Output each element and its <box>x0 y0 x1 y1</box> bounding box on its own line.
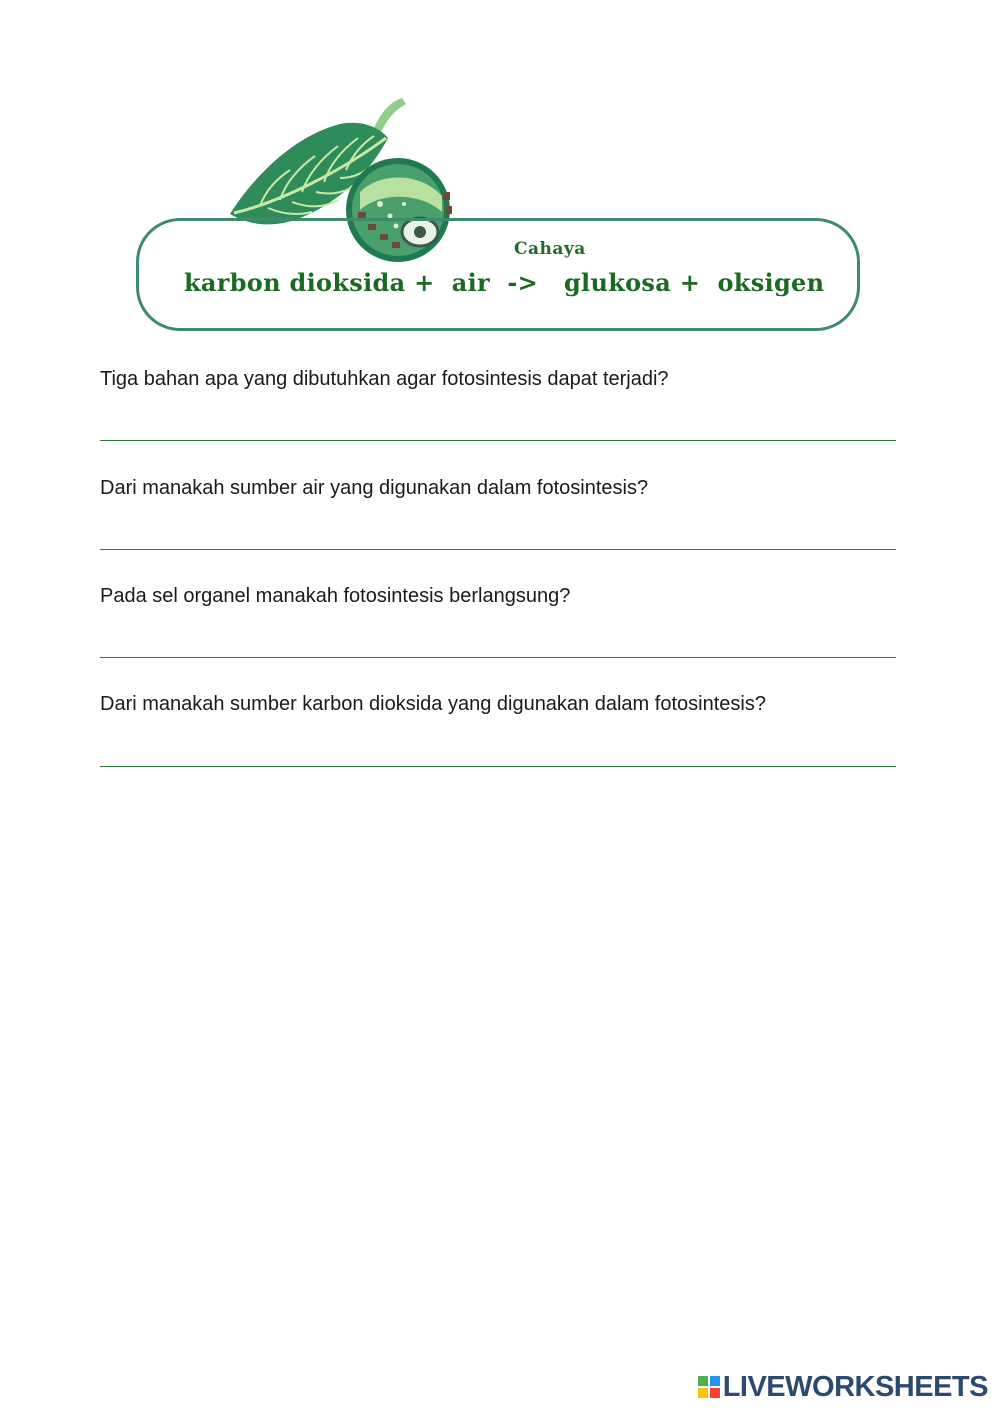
light-condition-label: Cahaya <box>514 239 586 259</box>
photosynthesis-equation: karbon dioksida + air -> glukosa + oksigen <box>184 268 825 297</box>
question-3: Pada sel organel manakah fotosintesis berlangsung? <box>100 585 571 607</box>
question-1: Tiga bahan apa yang dibutuhkan agar fotosintesis dapat terjadi? <box>100 368 669 390</box>
answer-line-2[interactable] <box>100 549 896 550</box>
question-4: Dari manakah sumber karbon dioksida yang digunakan dalam fotosintesis? <box>100 693 766 715</box>
answer-line-1[interactable] <box>100 440 896 441</box>
question-2: Dari manakah sumber air yang digunakan dalam fotosintesis? <box>100 477 649 499</box>
answer-line-4[interactable] <box>100 766 896 767</box>
liveworksheets-logo-icon <box>697 1375 721 1399</box>
brand-name: LIVEWORKSHEETS <box>722 1370 988 1403</box>
liveworksheets-brand <box>697 1370 988 1404</box>
answer-line-3[interactable] <box>100 657 896 658</box>
